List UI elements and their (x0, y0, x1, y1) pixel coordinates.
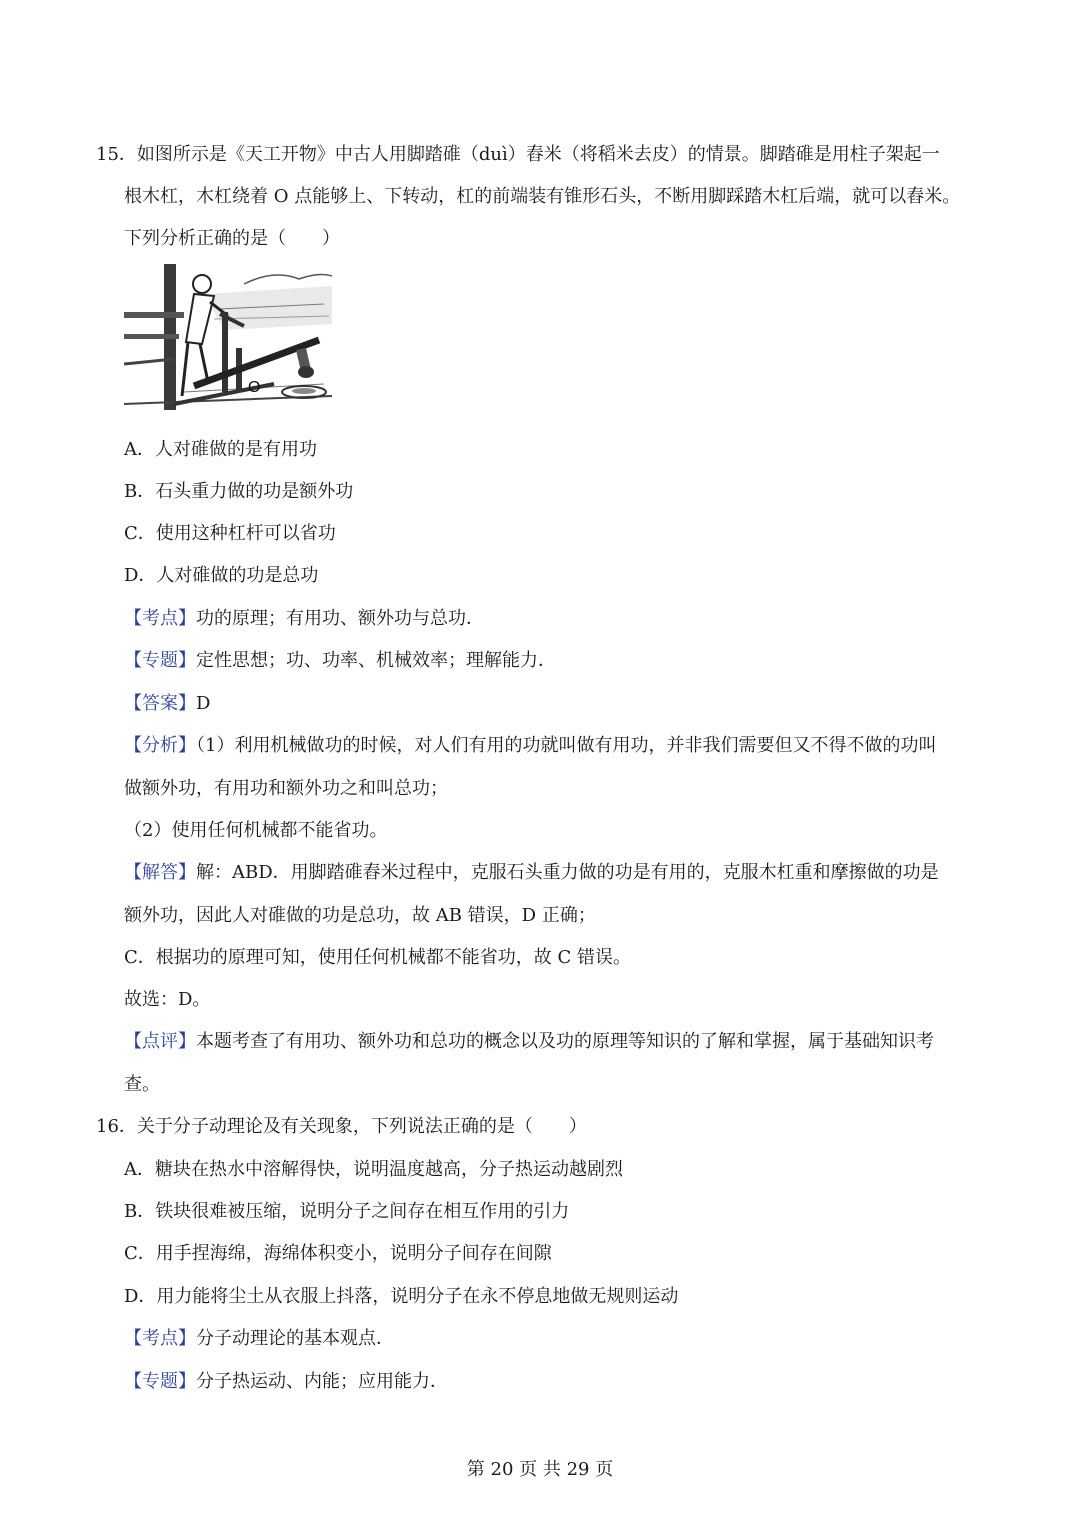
q16-zhuanti-tag: 【专题】 (124, 1371, 196, 1392)
q16-zhuanti-text: 分子热运动、内能；应用能力． (196, 1371, 448, 1392)
q15-daan (124, 691, 210, 717)
jieda-text-1: 解：ABD．用脚踏碓舂米过程中，克服石头重力做的功是有用的，克服木杠重和摩擦做的功是 (196, 862, 939, 883)
q15-dianping-line-1 (124, 1029, 934, 1055)
dianping-text-1: 本题考查了有用功、额外功和总功的概念以及功的原理等知识的了解和掌握，属于基础知识考 (196, 1031, 934, 1052)
q15-option-c: C．使用这种杠杆可以省功 (124, 523, 336, 544)
q16-kaodian (124, 1326, 394, 1352)
fenxi-text-1: （1）利用机械做功的时候，对人们有用的功就叫做有用功，并非我们需要但又不得不做的功叫 (196, 735, 937, 756)
jieda-tag: 【解答】 (124, 862, 196, 883)
q15-fenxi-line-1 (124, 733, 936, 759)
q16-option-a: A．糖块在热水中溶解得快，说明温度越高，分子热运动越剧烈 (124, 1159, 623, 1180)
q15-stem-line-1: 15．如图所示是《天工开物》中古人用脚踏碓（duì）舂米（将稻米去皮）的情景。脚踏碓是用柱子架起一 (96, 144, 940, 165)
kaodian-tag: 【考点】 (124, 608, 196, 629)
q15-jieda-line-3: C．根据功的原理可知，使用任何机械都不能省功，故 C 错误。 (124, 947, 631, 968)
q15-option-a: A．人对碓做的是有用功 (124, 439, 317, 460)
q15-zhuanti (124, 648, 556, 674)
q16-stem: 16．关于分子动理论及有关现象，下列说法正确的是（ ） (96, 1116, 587, 1137)
q15-fenxi-line-3: （2）使用任何机械都不能省功。 (124, 820, 388, 841)
q15-stem-line-2: 根木杠，木杠绕着 O 点能够上、下转动，杠的前端装有锥形石头，不断用脚踩踏木杠后端，就可以舂米。 (124, 186, 961, 207)
page-footer: 第 20 页 共 29 页 (466, 1459, 614, 1480)
daan-text: D (196, 693, 211, 714)
fenxi-tag: 【分析】 (124, 735, 196, 756)
zhuanti-tag: 【专题】 (124, 650, 196, 671)
kaodian-text: 功的原理；有用功、额外功与总功． (196, 608, 484, 629)
q16-kaodian-tag: 【考点】 (124, 1328, 196, 1349)
dianping-tag: 【点评】 (124, 1031, 196, 1052)
q16-option-c: C．用手捏海绵，海绵体积变小，说明分子间存在间隙 (124, 1243, 552, 1264)
q15-option-d: D．人对碓做的功是总功 (124, 565, 319, 586)
q15-option-b: B．石头重力做的功是额外功 (124, 481, 354, 502)
q15-dianping-line-2: 查。 (124, 1074, 160, 1095)
q15-jieda-line-2: 额外功，因此人对碓做的功是总功，故 AB 错误，D 正确； (124, 905, 596, 926)
q16-zhuanti (124, 1369, 448, 1395)
zhuanti-text: 定性思想；功、功率、机械效率；理解能力． (196, 650, 556, 671)
q16-option-b: B．铁块很难被压缩，说明分子之间存在相互作用的引力 (124, 1201, 570, 1222)
q15-jieda-line-1 (124, 860, 939, 886)
foot-pestle-illustration (124, 264, 332, 410)
q15-fenxi-line-2: 做额外功，有用功和额外功之和叫总功； (124, 778, 448, 799)
daan-tag: 【答案】 (124, 693, 196, 714)
q16-kaodian-text: 分子动理论的基本观点． (196, 1328, 394, 1349)
q16-option-d: D．用力能将尘土从衣服上抖落，说明分子在永不停息地做无规则运动 (124, 1286, 679, 1307)
pivot-label-o: O (248, 379, 261, 396)
q15-jieda-line-4: 故选：D。 (124, 989, 211, 1010)
q15-kaodian (124, 606, 484, 632)
q15-stem-line-3: 下列分析正确的是（ ） (124, 228, 340, 249)
